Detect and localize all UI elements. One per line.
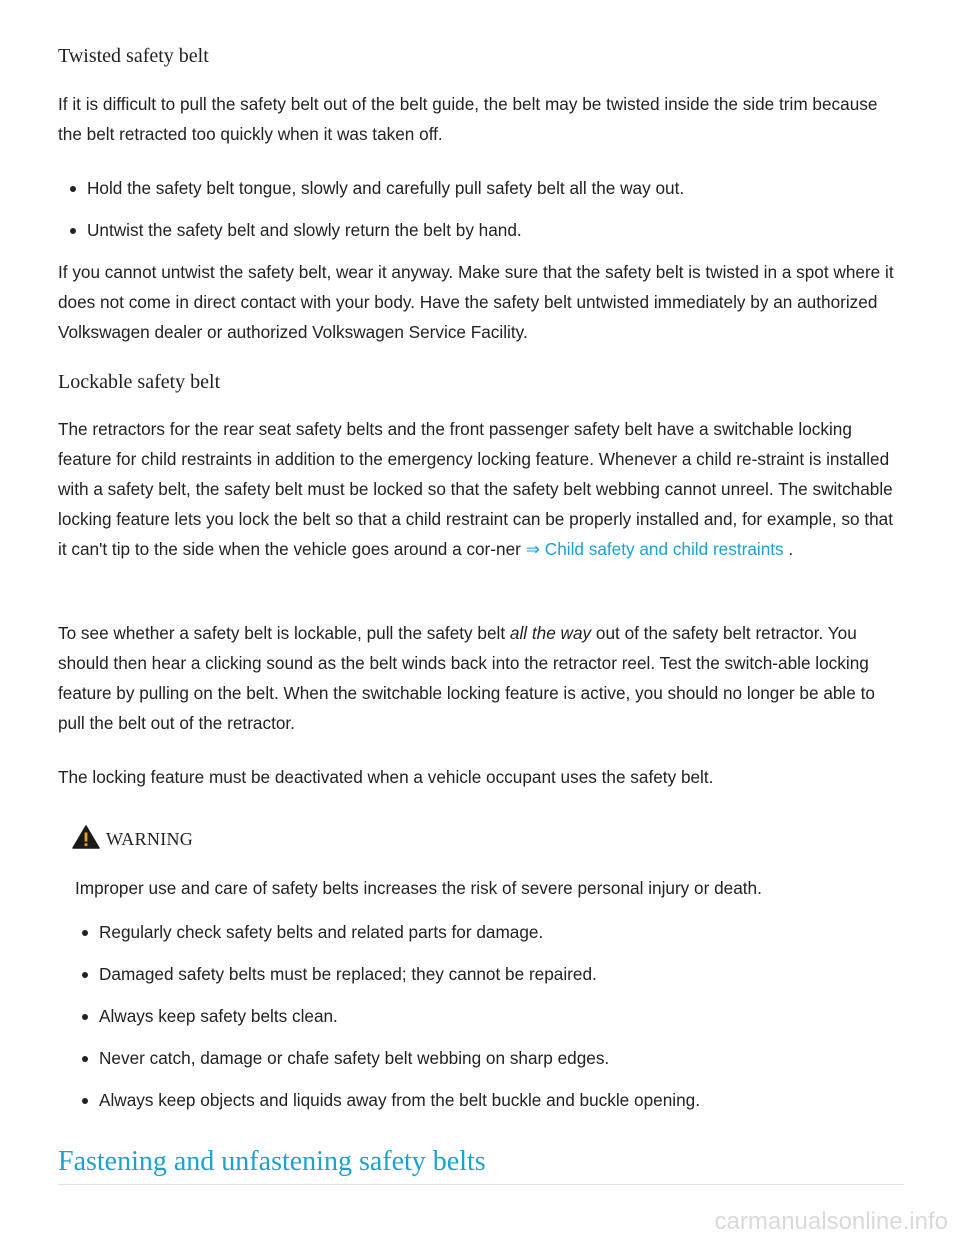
list-item: Damaged safety belts must be replaced; they cannot be repaired. — [70, 959, 700, 989]
lockable-para-1 — [58, 414, 904, 564]
section-heading-fastening: Fastening and unfastening safety belts — [58, 1146, 904, 1185]
list-item: Hold the safety belt tongue, slowly and carefully pull safety belt all the way out. — [58, 173, 684, 203]
section-heading-twisted: Twisted safety belt — [58, 45, 209, 67]
twisted-note: If you cannot untwist the safety belt, wear it anyway. Make sure that the safety belt is twisted in a spot where it does not come in direct contact with your body. Have the safety belt untwisted immediately by an authorized Volkswagen dealer or authorized Volkswagen Service Facility. — [58, 262, 894, 342]
warning-list — [70, 917, 700, 1115]
warning-triangle-icon — [72, 825, 106, 854]
list-item: Untwist the safety belt and slowly return the belt by hand. — [58, 215, 684, 245]
list-item: Always keep safety belts clean. — [70, 1001, 700, 1031]
lockable-para-2-rest: out of the safety belt retractor. You should then hear a clicking sound as the belt winds back into the retractor reel. Test the switch-able locking feature by pulling on the belt. When the switchable locking feature is active, you should no longer be able to pull the belt out of the retractor. — [58, 623, 875, 733]
list-item: Regularly check safety belts and related parts for damage. — [70, 917, 700, 947]
child-safety-link[interactable]: ⇒ Child safety and child restraints — [525, 539, 784, 559]
lockable-para-1-end: . — [783, 539, 794, 559]
lockable-para-2 — [58, 618, 904, 738]
warning-label: WARNING — [106, 828, 194, 849]
list-item: Never catch, damage or chafe safety belt webbing on sharp edges. — [70, 1043, 700, 1073]
lockable-para-3: The locking feature must be deactivated when a vehicle occupant uses the safety belt. — [58, 767, 714, 787]
list-item: Always keep objects and liquids away from the belt buckle and buckle opening. — [70, 1085, 700, 1115]
lockable-para-2-emphasis: all the way — [509, 623, 592, 643]
lockable-para-1-text: The retractors for the rear seat safety belts and the front passenger safety belt have a switchable locking feature for child restraints in addition to the emergency locking feature. Whenever a child re-straint is installed with a safety belt, the safety belt must be locked so that the safety belt webbing cannot unreel. The switchable locking feature lets you lock the belt so that a child restraint can be properly installed and, for example, so that it can't tip to the side when the vehicle goes around a cor-ner — [58, 419, 894, 559]
warning-intro: Improper use and care of safety belts increases the risk of severe personal injury or death. — [75, 878, 762, 898]
section-heading-lockable: Lockable safety belt — [58, 371, 221, 393]
twisted-intro: If it is difficult to pull the safety belt out of the belt guide, the belt may be twisted inside the side trim because the belt retracted too quickly when it was taken off. — [58, 94, 878, 144]
warning-header — [72, 824, 193, 854]
lockable-para-2-text: To see whether a safety belt is lockable, pull the safety belt — [58, 623, 510, 643]
twisted-steps — [58, 173, 684, 245]
watermark: carmanualsonline.info — [714, 1208, 948, 1235]
